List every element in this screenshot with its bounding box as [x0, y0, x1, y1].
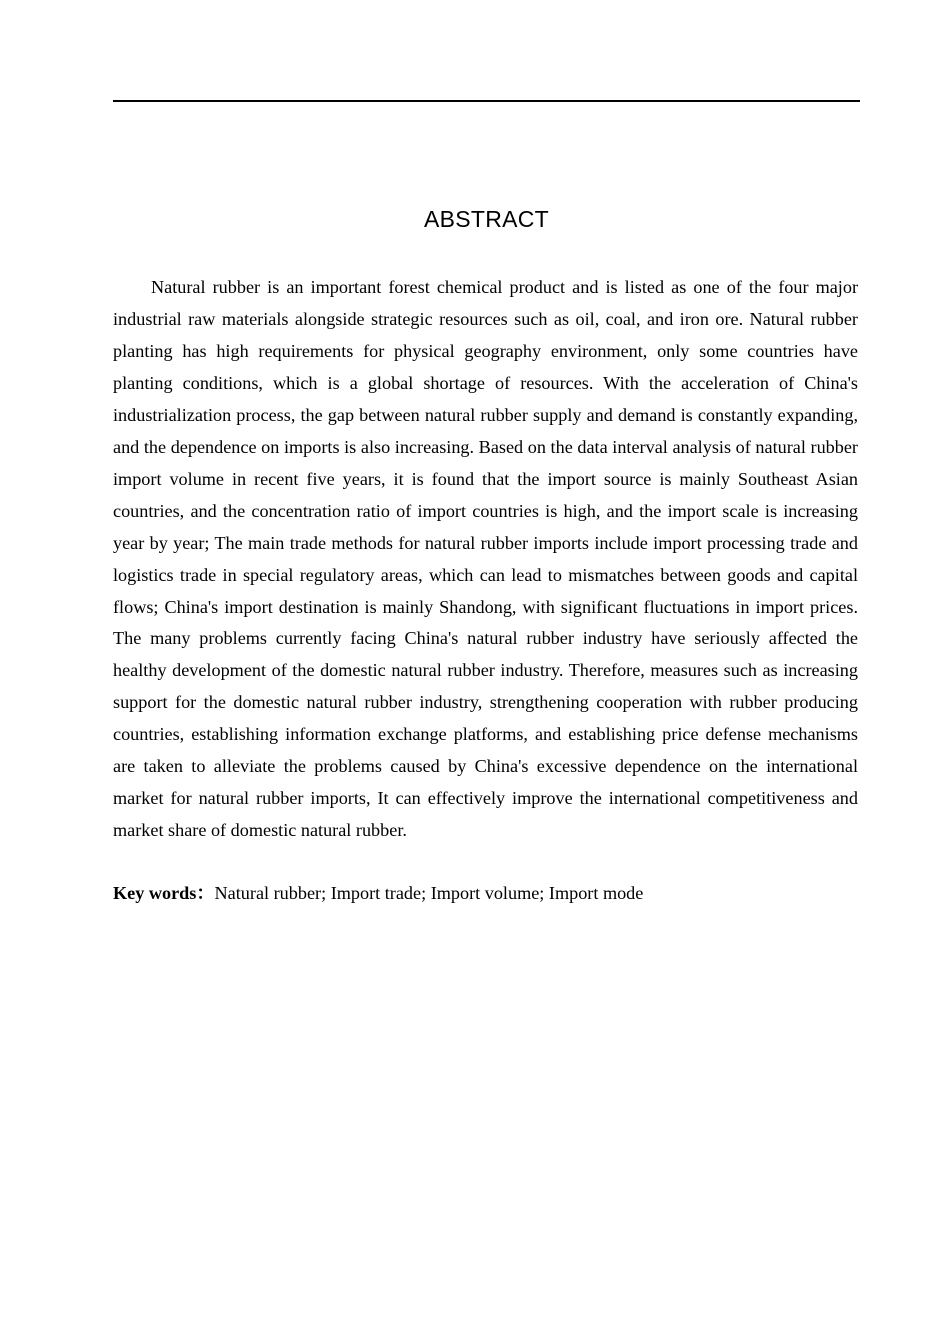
abstract-paragraph: Natural rubber is an important forest chemical product and is listed as one of the four major industrial raw materials alongside strategic resources such as oil, coal, and iron ore. Natural rubber planting has high requirements for physical geography environment, only some countries have planting conditions, which is a global shortage of resources. With the acceleration of China's industrialization process, the gap between natural rubber supply and demand is constantly expanding, and the dependence on imports is also increasing. Based on the data interval analysis of natural rubber import volume in recent five years, it is found that the import source is mainly Southeast Asian countries, and the concentration ratio of import countries is high, and the import scale is increasing year by year; The main trade methods for natural rubber imports include import processing trade and logistics trade in special regulatory areas, which can lead to mismatches between goods and capital flows; China's import destination is mainly Shandong, with significant fluctuations in import prices. The many problems currently facing China's natural rubber industry have seriously affected the healthy development of the domestic natural rubber industry. Therefore, measures such as increasing support for the domestic natural rubber industry, strengthening cooperation with rubber producing countries, establishing information exchange platforms, and establishing price defense mechanisms are taken to alleviate the problems caused by China's excessive dependence on the international market for natural rubber imports, It can effectively improve the international competitiveness and market share of domestic natural rubber. [113, 277, 858, 841]
header-rule [113, 100, 860, 102]
keywords-line [113, 878, 858, 910]
keywords-label: Key words： [113, 883, 215, 903]
keywords-list: Natural rubber; Import trade; Import volume; Import mode [214, 883, 644, 903]
abstract-title: ABSTRACT [423, 206, 550, 232]
